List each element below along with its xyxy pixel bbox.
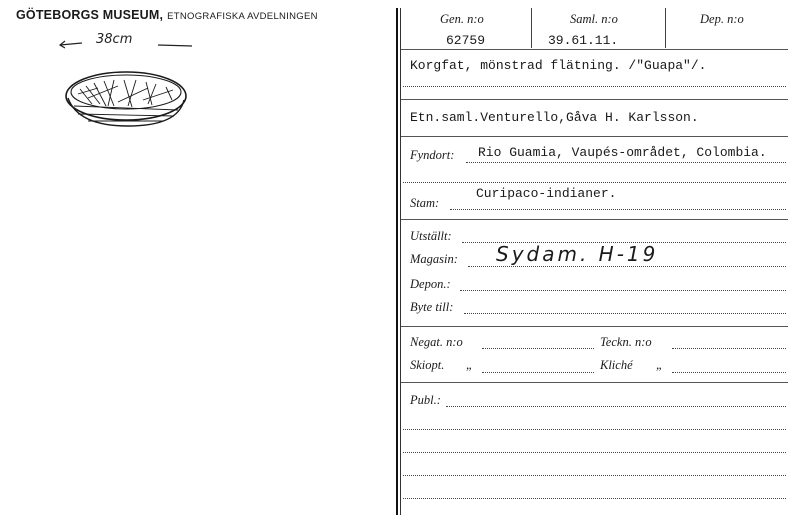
column-divider-2 bbox=[665, 8, 666, 48]
publ-label: Publ.: bbox=[410, 393, 441, 407]
kliche-label: Kliché bbox=[600, 358, 633, 372]
magasin-label: Magasin: bbox=[410, 252, 458, 266]
header-rule bbox=[401, 49, 788, 50]
depon-dotted-line bbox=[460, 290, 786, 291]
description-rule bbox=[401, 99, 788, 100]
gen-number-value: 62759 bbox=[446, 33, 486, 48]
storage-rule bbox=[401, 326, 788, 327]
museum-masthead bbox=[16, 6, 318, 24]
saml-number-label: Saml. n:o bbox=[570, 12, 618, 26]
fyndort-label: Fyndort: bbox=[410, 148, 455, 162]
stam-label: Stam: bbox=[410, 196, 440, 210]
publ-dotted-line-4 bbox=[403, 475, 786, 476]
kliche-dotted-line bbox=[672, 372, 786, 373]
publ-dotted-line-2 bbox=[403, 429, 786, 430]
media-rule bbox=[401, 382, 788, 383]
magasin-dotted-line bbox=[468, 266, 786, 267]
fyndort-value: Rio Guamia, Vaupés-området, Colombia. bbox=[478, 145, 767, 160]
publ-dotted-line-5 bbox=[403, 498, 786, 499]
teckn-dotted-line bbox=[672, 348, 786, 349]
column-divider-1 bbox=[531, 8, 532, 48]
provenance-rule bbox=[401, 136, 788, 137]
department-name: ETNOGRAFISKA AVDELNINGEN bbox=[167, 11, 318, 22]
description-dotted-line bbox=[403, 86, 786, 87]
kliche-ditto: „ bbox=[656, 358, 663, 372]
saml-number-value: 39.61.11. bbox=[548, 33, 619, 48]
card-left-border-inner bbox=[400, 8, 401, 515]
byte-dotted-line bbox=[464, 313, 786, 314]
negat-dotted-line bbox=[482, 348, 594, 349]
stam-value: Curipaco-indianer. bbox=[476, 186, 617, 201]
utstallt-label: Utställt: bbox=[410, 229, 452, 243]
stam-dotted-line bbox=[450, 209, 786, 210]
object-description: Korgfat, mönstrad flätning. /"Guapa"/. bbox=[410, 58, 707, 73]
basket-sketch-icon bbox=[48, 26, 208, 136]
publ-dotted-line-1 bbox=[446, 406, 786, 407]
card-left-border bbox=[396, 8, 398, 515]
stam-rule bbox=[401, 219, 788, 220]
fyndort-dotted-line bbox=[466, 162, 786, 163]
teckn-label: Teckn. n:o bbox=[600, 335, 652, 349]
publ-dotted-line-3 bbox=[403, 452, 786, 453]
provenance-text: Etn.saml.Venturello,Gåva H. Karlsson. bbox=[410, 110, 699, 125]
skiopt-ditto: „ bbox=[466, 358, 473, 372]
skiopt-dotted-line bbox=[482, 372, 594, 373]
basket-drawing bbox=[66, 72, 186, 126]
gen-number-label: Gen. n:o bbox=[440, 12, 484, 26]
depon-label: Depon.: bbox=[410, 277, 451, 291]
magasin-value-handwritten: Sydam. H-19 bbox=[496, 242, 659, 266]
negat-label: Negat. n:o bbox=[410, 335, 463, 349]
measure-label: 38cm bbox=[96, 32, 133, 47]
museum-name: GÖTEBORGS MUSEUM, bbox=[16, 8, 164, 22]
byte-label: Byte till: bbox=[410, 300, 454, 314]
dep-number-label: Dep. n:o bbox=[700, 12, 744, 26]
skiopt-label: Skiopt. bbox=[410, 358, 445, 372]
fyndort-dotted-line-2 bbox=[403, 182, 786, 183]
